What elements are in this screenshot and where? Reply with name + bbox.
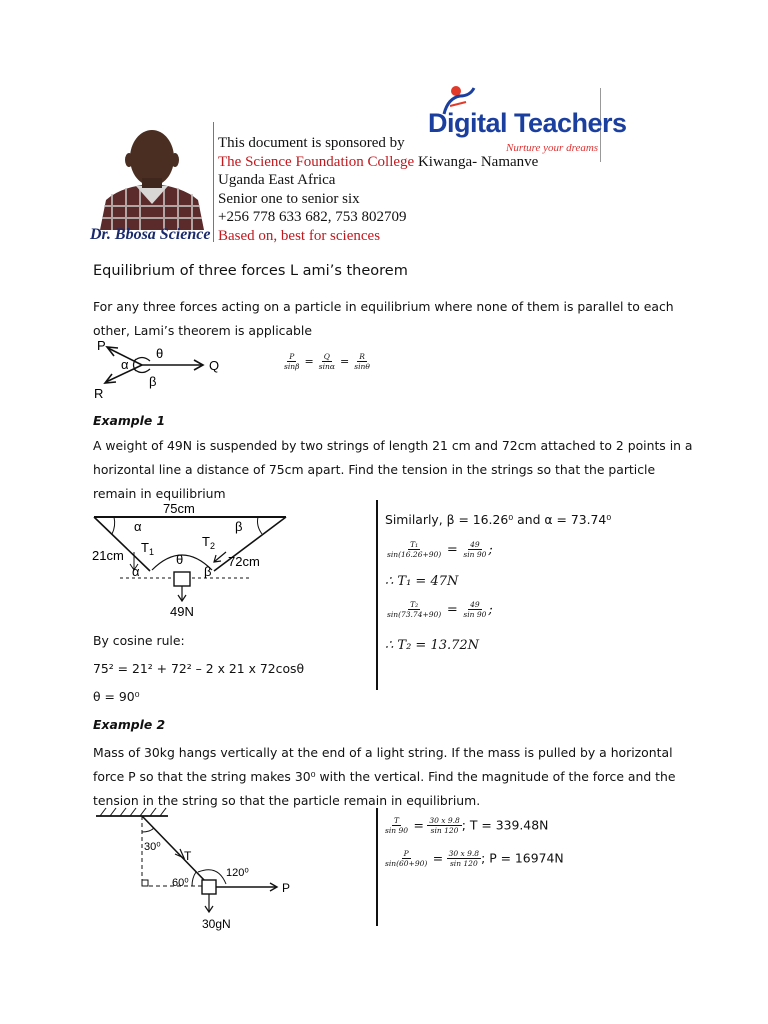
label-t: T (184, 849, 192, 863)
t2-label (202, 534, 215, 551)
e2eq1-rhs-num: 30 x 9.8 (429, 816, 460, 825)
len-21: 21cm (92, 548, 124, 563)
e2eq2-lhs (383, 849, 429, 869)
t1-letter: T (141, 540, 149, 555)
eq1-rhs (461, 540, 488, 560)
example2-eq1: $\frac{T}{\sin 90}$ = $\frac{30 x 9.8}{\sin 120}$ ; T = 339.48N (385, 816, 549, 835)
lami-label-q: Q (209, 358, 220, 373)
e2eq1-rhs-den: sin 120 (430, 826, 459, 835)
e2eq2-rhs-num: 30 x 9.8 (448, 849, 480, 858)
eq1-rhs-den: sin 90 (463, 550, 487, 559)
lami-diagram (90, 334, 250, 406)
len-72: 72cm (228, 554, 260, 569)
theta-result: θ = 90⁰ (93, 689, 140, 704)
lami-beta-arc (134, 369, 150, 373)
lami-label-p: P (97, 338, 106, 353)
beta-bottom: β (204, 564, 212, 579)
eq2-rhs (461, 600, 488, 620)
label-60: 60⁰ (172, 877, 189, 889)
lami-theta-arc (134, 358, 150, 362)
sponsor-line-3: Uganda East Africa (218, 172, 336, 188)
e2eq2-lhs-den: sin(60+90) (385, 859, 428, 868)
example1-diagram (90, 500, 290, 620)
sponsor-line-1: This document is sponsored by (218, 135, 405, 151)
e2eq1-lhs (383, 816, 410, 836)
lami-eq-sign-1: = (304, 354, 314, 368)
intro-text: For any three forces acting on a particle in equilibrium where none of them is parallel to each other, Lami’s theorem is applicable (93, 299, 674, 338)
example1-divider (376, 500, 378, 690)
len-75: 75cm (163, 501, 195, 516)
e2eq2-tail: ; P = 16974N (481, 850, 564, 866)
mass-box-2 (202, 880, 216, 894)
logo (424, 84, 627, 164)
eq2-lhs (385, 600, 443, 620)
alpha-top: α (134, 519, 142, 534)
t2-sub: 2 (209, 541, 215, 551)
example2-heading: Example 2 (93, 717, 166, 732)
example2-diagram (92, 804, 312, 934)
mass-box (174, 572, 190, 586)
eq1-lhs-num: T₁ (410, 540, 419, 549)
author-photo (92, 122, 212, 230)
e2eq1-lhs-den: sin 90 (385, 826, 409, 835)
ceiling-hatch (100, 808, 166, 816)
e2eq1-tail: ; T = 339.48N (461, 817, 549, 833)
lami-frac-q (317, 352, 337, 372)
lami-frac-r-den: sinθ (354, 362, 370, 371)
angle60-arc (192, 872, 196, 886)
eq1-lhs (385, 540, 443, 560)
lami-label-theta: θ (156, 346, 164, 361)
example1-eq1: $\frac{\text{T₁}}{\sin(16.26+90)}$ = $\frac{49}{\sin 90}$ ; (387, 540, 493, 559)
e2eq2-rhs (447, 849, 481, 869)
cosine-equation: 75² = 21² + 72² – 2 x 21 x 72cosθ (93, 661, 305, 676)
lami-frac-r (352, 352, 372, 372)
right-angle-mark (142, 880, 148, 886)
example1-eq2: $\frac{\text{T₂}}{\sin(73.74+90)}$ = $\frac{49}{\sin 90}$ ; (387, 600, 493, 619)
lami-frac-p-num: P (289, 352, 295, 361)
eq2-lhs-num: T₂ (410, 600, 419, 609)
eq1-tail: ; (488, 542, 493, 558)
lami-formula (282, 352, 372, 372)
beta-arc-top (258, 517, 263, 534)
theta-label: θ (176, 552, 184, 567)
alpha-bottom: α (132, 564, 140, 579)
angle30-arc (142, 828, 154, 832)
lami-frac-p-den: sinβ (284, 362, 300, 371)
label-120: 120⁰ (226, 867, 249, 879)
lami-eq-sign-2: = (339, 354, 350, 368)
label-30: 30⁰ (144, 841, 161, 853)
photo-caption: Dr. Bbosa Science (90, 226, 211, 243)
college-name: The Science Foundation College (218, 153, 415, 170)
lami-label-r: R (94, 386, 104, 401)
label-p: P (282, 881, 291, 895)
result-t2: ∴ T₂ = 13.72N (385, 638, 480, 653)
lami-label-beta: β (149, 374, 157, 389)
lami-frac-r-num: R (359, 352, 365, 361)
example2-divider (376, 808, 378, 926)
college-location: Kiwanga- Namanve (417, 153, 539, 170)
sponsor-line-5: +256 778 633 682, 753 802709 (218, 209, 407, 225)
sponsor-line-6: Based on, best for sciences (218, 227, 381, 244)
eq2-rhs-den: sin 90 (463, 610, 487, 619)
sponsor-divider (213, 122, 214, 242)
eq2-tail: ; (488, 602, 493, 618)
example1-text: A weight of 49N is suspended by two strings of length 21 cm and 72cm attached to 2 points in a horizontal line a distance of 75cm apart. Find the tension in the strings so that the particle remain in equilibrium (93, 438, 693, 501)
cosine-heading: By cosine rule: (93, 633, 185, 648)
example1-heading: Example 1 (93, 413, 166, 428)
beta-top: β (235, 519, 243, 534)
lami-label-alpha: α (121, 357, 129, 372)
t1-sub: 1 (148, 547, 154, 557)
logo-tagline: Nurture your dreams (506, 142, 599, 154)
e2eq1-rhs (427, 816, 461, 836)
lami-frac-q-den: sinα (318, 362, 335, 371)
eq2-lhs-den: sin(73.74+90) (387, 610, 442, 619)
author-photo-graphic (92, 122, 212, 230)
eq2-rhs-num: 49 (470, 600, 480, 609)
eq1-rhs-num: 49 (470, 540, 480, 549)
example2-text: Mass of 30kg hangs vertically at the end of a light string. If the mass is pulled by a horizontal force P so that the string makes 30⁰ with the vertical. Find the magnitude of the force and the tension in the string so that the particle remain in equilibrium. (93, 745, 676, 808)
t1-label (141, 540, 154, 557)
similarly-line: Similarly, β = 16.26⁰ and α = 73.74⁰ (385, 512, 612, 527)
weight-label: 49N (170, 604, 194, 619)
t2-letter: T (202, 534, 210, 549)
e2eq1-lhs-num: T (394, 816, 400, 825)
page-title: Equilibrium of three forces L ami’s theorem (93, 263, 408, 279)
lami-frac-q-num: Q (323, 352, 330, 361)
example2-eq2: $\frac{P}{\sin(60+90)}$ = $\frac{30 x 9.8}{\sin 120}$ ; P = 16974N (385, 849, 564, 868)
label-weight: 30gN (202, 917, 231, 931)
result-t1: ∴ T₁ = 47N (385, 574, 459, 589)
sponsor-line-4: Senior one to senior six (218, 190, 360, 207)
alpha-arc-top (112, 517, 115, 534)
logo-text: Digital Teachers (428, 108, 627, 138)
eq1-lhs-den: sin(16.26+90) (387, 550, 442, 559)
lami-frac-p (282, 352, 301, 372)
e2eq2-lhs-num: P (403, 849, 409, 858)
e2eq2-rhs-den: sin 120 (449, 859, 478, 868)
